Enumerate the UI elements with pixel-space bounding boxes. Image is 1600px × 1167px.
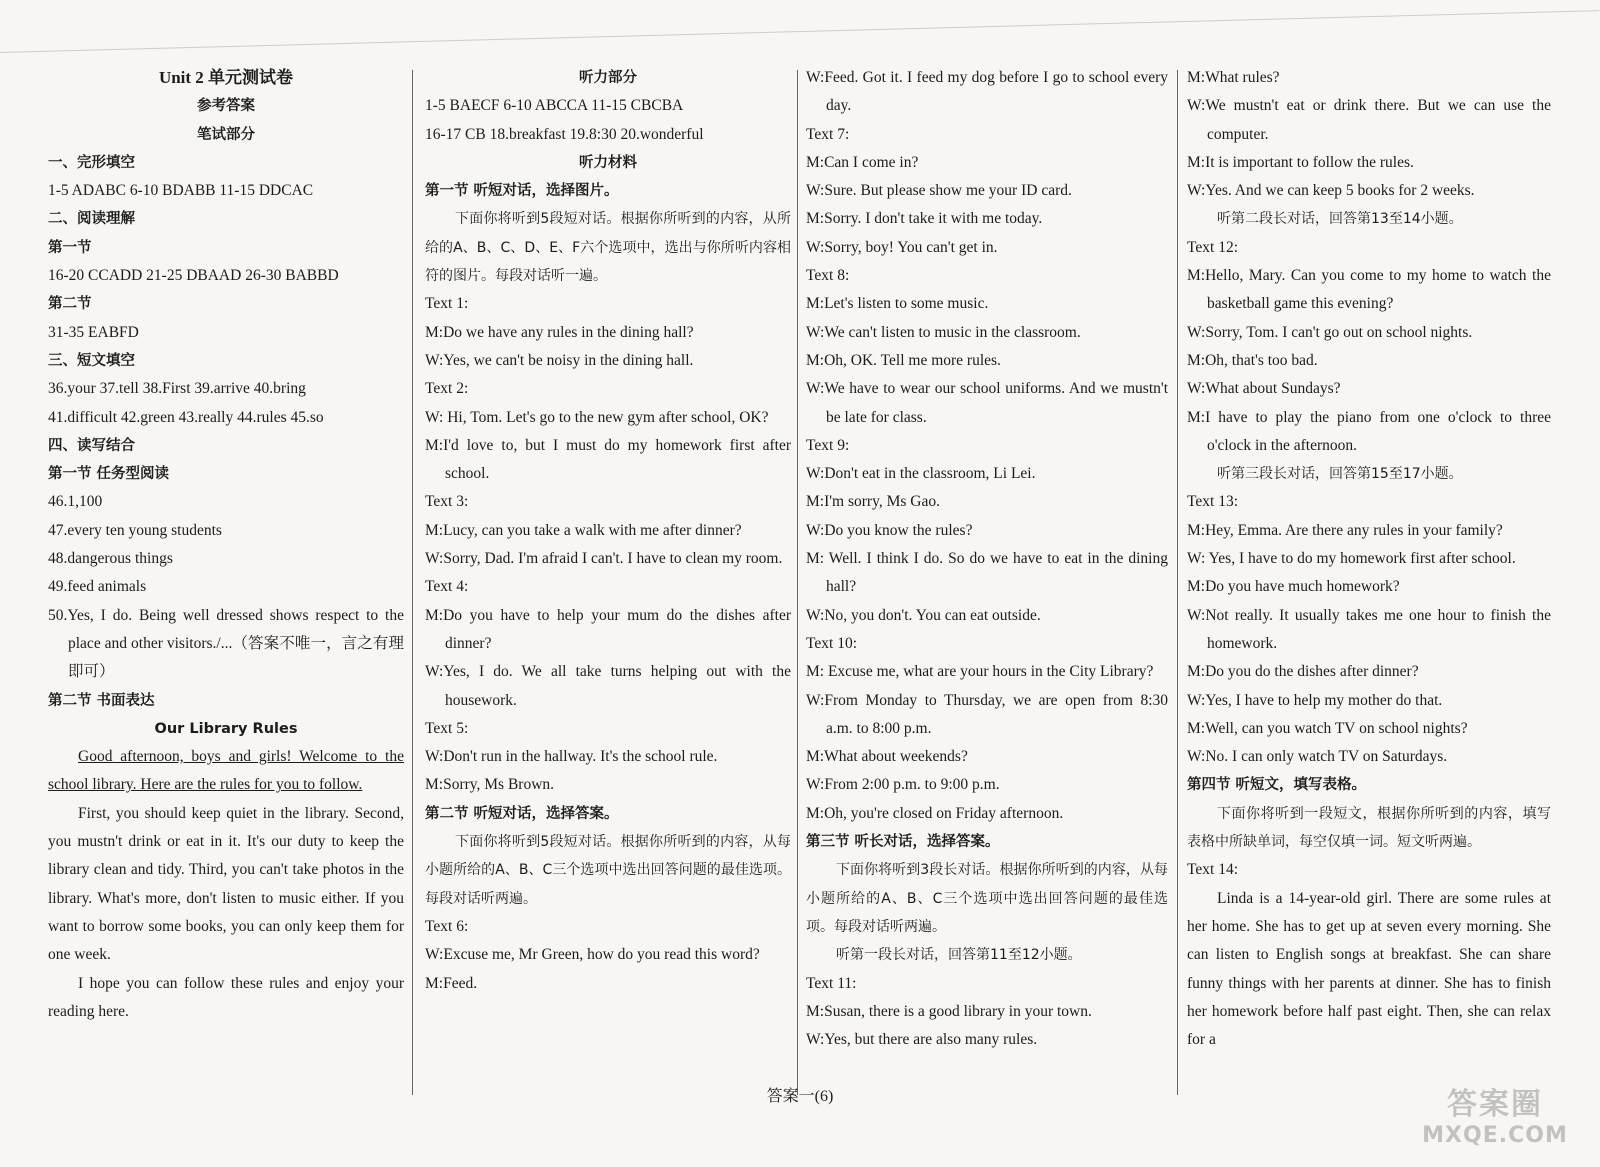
text-line: W:Yes, we can't be noisy in the dining hall. (425, 351, 694, 369)
text-line: Text 7: (806, 125, 850, 143)
text-line: W:Sorry, boy! You can't get in. (806, 238, 998, 256)
text-line: M:Well, can you watch TV on school nights? (1187, 719, 1468, 737)
text-line: W:Sorry, Tom. I can't go out on school nights. (1187, 323, 1473, 341)
text-line: W:Yes, but there are also many rules. (806, 1031, 1038, 1049)
text-line: M:I have to play the piano from one o'clock to three o'clock in the afternoon. (1187, 408, 1551, 454)
text-line: Text 4: (425, 578, 469, 596)
text-line: W:We have to wear our school uniforms. And we mustn't be late for class. (806, 380, 1168, 426)
text-line: W:Not really. It usually takes me one hour to finish the homework. (1187, 606, 1551, 652)
text-line: M:Sorry, Ms Brown. (425, 776, 555, 794)
text-line: 第四节 听短文，填写表格。 (1187, 777, 1367, 794)
text-line: M:I'd love to, but I must do my homework first after school. (425, 436, 791, 483)
column-divider (412, 70, 413, 1095)
text-line: W:From 2:00 p.m. to 9:00 p.m. (806, 776, 1000, 794)
text-line: 16-17 CB 18.breakfast 19.8:30 20.wonderful (425, 125, 704, 143)
text-line: M:What about weekends? (806, 748, 968, 766)
text-line: M:Susan, there is a good library in your town. (806, 1002, 1092, 1020)
text-line: First, you should keep quiet in the library. Second, you mustn't drink or eat in it. It's our duty to keep the library clean and tidy. Third, you can't take photos in the library. What's more, don't listen to music either. If you want to borrow some books, you can only keep them for one week. (48, 804, 404, 964)
text-line: 听力部分 (579, 70, 637, 86)
column-1 (48, 64, 404, 1026)
text-line: W:We can't listen to music in the classroom. (806, 323, 1081, 341)
text-line: Text 11: (806, 974, 857, 992)
text-line: Text 10: (806, 634, 858, 652)
text-line: W:We mustn't eat or drink there. But we can use the computer. (1187, 97, 1551, 143)
text-line: 笔试部分 (197, 126, 255, 143)
text-line: 1-5 BAECF 6-10 ABCCA 11-15 CBCBA (425, 97, 684, 115)
column-4 (1187, 64, 1551, 1054)
text-line: M:Do you have to help your mum do the dishes after dinner? (425, 606, 791, 652)
text-line: M:Do you do the dishes after dinner? (1187, 663, 1419, 681)
text-line: W:Yes, I have to help my mother do that. (1187, 691, 1443, 709)
text-line: Text 2: (425, 380, 469, 398)
text-line: 听第二段长对话，回答第13至14小题。 (1217, 211, 1463, 228)
text-line: Linda is a 14-year-old girl. There are some rules at her home. She has to get up at seven every morning. She can listen to English songs at breakfast. She can share funny things with her parents at dinner. She has to finish her homework before half past eight. Then, she can relax for a (1187, 889, 1551, 1049)
text-line: 听力材料 (579, 154, 637, 171)
text-line: M:Do you have much homework? (1187, 578, 1400, 596)
text-line: M:Let's listen to some music. (806, 295, 989, 313)
text-line: W:From Monday to Thursday, we are open from 8:30 a.m. to 8:00 p.m. (806, 691, 1168, 737)
text-line: 第一节 任务型阅读 (48, 466, 170, 483)
text-line: M:Oh, that's too bad. (1187, 351, 1318, 369)
text-line: W:Do you know the rules? (806, 521, 973, 539)
text-line: 第一节 (48, 239, 92, 256)
text-line: Text 1: (425, 295, 469, 313)
text-line: 下面你将听到3段长对话。根据你所听到的内容，从每小题所给的A、B、C三个选项中选出回答问题的最佳选项。每段对话听两遍。 (806, 862, 1168, 935)
text-line: 下面你将听到5段短对话。根据你所听到的内容，从所给的A、B、C、D、E、F六个选项中，选出与你所听内容相符的图片。每段对话听一遍。 (425, 211, 791, 285)
text-line: W:Don't eat in the classroom, Li Lei. (806, 465, 1036, 483)
text-line: M:Can I come in? (806, 153, 919, 171)
column-3 (806, 64, 1168, 1054)
text-line: 第二节 听短对话，选择答案。 (425, 805, 619, 822)
text-line: 第一节 听短对话，选择图片。 (425, 183, 619, 200)
text-line: 下面你将听到一段短文，根据你所听到的内容，填写表格中所缺单词，每空仅填一词。短文听两遍。 (1187, 805, 1551, 851)
text-line: M:It is important to follow the rules. (1187, 153, 1414, 171)
text-line: 50.Yes, I do. Being well dressed shows respect to the place and other visitors./...（答案不唯一，言之有理即可） (48, 606, 404, 681)
text-line: M:Feed. (425, 974, 478, 992)
text-line: M:I'm sorry, Ms Gao. (806, 493, 940, 511)
text-line: W:No. I can only watch TV on Saturdays. (1187, 748, 1448, 766)
text-line: W:Sorry, Dad. I'm afraid I can't. I have to clean my room. (425, 550, 783, 568)
text-line: 16-20 CCADD 21-25 DBAAD 26-30 BABBD (48, 267, 339, 285)
text-line: M: Excuse me, what are your hours in the City Library? (806, 663, 1154, 681)
text-line: M:Oh, you're closed on Friday afternoon. (806, 804, 1064, 822)
text-line: W:Don't run in the hallway. It's the school rule. (425, 748, 718, 766)
text-line: W:Yes. And we can keep 5 books for 2 weeks. (1187, 182, 1475, 200)
text-line: Text 9: (806, 436, 850, 454)
column-2 (425, 64, 791, 998)
text-line: Text 13: (1187, 493, 1239, 511)
page-footer: 答案一(6) (766, 1088, 834, 1105)
text-line: W:Feed. Got it. I feed my dog before I go to school every day. (806, 69, 1168, 115)
watermark-line-2: MXQE.COM (1422, 1123, 1568, 1148)
text-line: W:What about Sundays? (1187, 380, 1341, 398)
text-line: W:Sure. But please show me your ID card. (806, 182, 1072, 200)
text-line: 四、读写结合 (48, 437, 135, 454)
column-divider (797, 70, 798, 1095)
text-line: 36.your 37.tell 38.First 39.arrive 40.bring (48, 380, 306, 398)
text-line: 第二节 (48, 296, 92, 313)
text-line: W: Yes, I have to do my homework first after school. (1187, 550, 1516, 568)
text-line: 三、短文填空 (48, 352, 135, 369)
text-line: Text 14: (1187, 861, 1239, 879)
text-line: 1-5 ADABC 6-10 BDABB 11-15 DDCAC (48, 182, 314, 200)
text-line: 第二节 书面表达 (48, 692, 155, 709)
text-line: 一、完形填空 (48, 154, 135, 171)
text-line: 46.1,100 (48, 493, 103, 511)
text-line: 47.every ten young students (48, 521, 222, 539)
watermark-line-1: 答案圈 (1447, 1087, 1543, 1122)
text-line: Text 5: (425, 719, 469, 737)
text-line: W: Hi, Tom. Let's go to the new gym after school, OK? (425, 408, 769, 426)
text-line: M:Hello, Mary. Can you come to my home to watch the basketball game this evening? (1187, 267, 1551, 313)
text-line: 41.difficult 42.green 43.really 44.rules 45.so (48, 408, 324, 426)
text-line: 参考答案 (197, 98, 255, 115)
text-line: 第三节 听长对话，选择答案。 (806, 834, 1000, 851)
text-line: I hope you can follow these rules and enjoy your reading here. (48, 974, 404, 1020)
text-line: Text 12: (1187, 238, 1239, 256)
text-line: M:Oh, OK. Tell me more rules. (806, 351, 1001, 369)
text-line: Our Library Rules (154, 720, 298, 737)
text-line: M: Well. I think I do. So do we have to eat in the dining hall? (806, 550, 1168, 596)
text-line: 48.dangerous things (48, 550, 173, 568)
text-line: 31-35 EABFD (48, 323, 139, 341)
text-line: Text 3: (425, 493, 469, 511)
text-line: Good afternoon, boys and girls! Welcome to the school library. Here are the rules for you to follow. (48, 748, 404, 794)
text-line: W:No, you don't. You can eat outside. (806, 606, 1041, 624)
text-line: 二、阅读理解 (48, 211, 135, 228)
text-line: 听第三段长对话，回答第15至17小题。 (1217, 466, 1463, 483)
text-line: Text 6: (425, 917, 469, 935)
text-line: Unit 2 单元测试卷 (158, 68, 294, 87)
text-line: M:Hey, Emma. Are there any rules in your family? (1187, 521, 1503, 539)
text-line: M:Sorry. I don't take it with me today. (806, 210, 1043, 228)
text-line: 下面你将听到5段短对话。根据你所听到的内容，从每小题所给的A、B、C三个选项中选出回答问题的最佳选项。每段对话听两遍。 (425, 834, 791, 907)
column-divider (1177, 70, 1178, 1095)
watermark-logo (1420, 1079, 1570, 1149)
text-line: Text 8: (806, 267, 850, 285)
text-line: 49.feed animals (48, 578, 147, 596)
text-line: M:What rules? (1187, 69, 1280, 86)
top-rule (0, 10, 1599, 53)
text-line: M:Do we have any rules in the dining hall? (425, 323, 694, 341)
text-line: W:Yes, I do. We all take turns helping out with the housework. (425, 663, 791, 709)
text-line: M:Lucy, can you take a walk with me after dinner? (425, 521, 742, 539)
text-line: W:Excuse me, Mr Green, how do you read this word? (425, 946, 760, 964)
text-line: 听第一段长对话，回答第11至12小题。 (836, 947, 1082, 964)
